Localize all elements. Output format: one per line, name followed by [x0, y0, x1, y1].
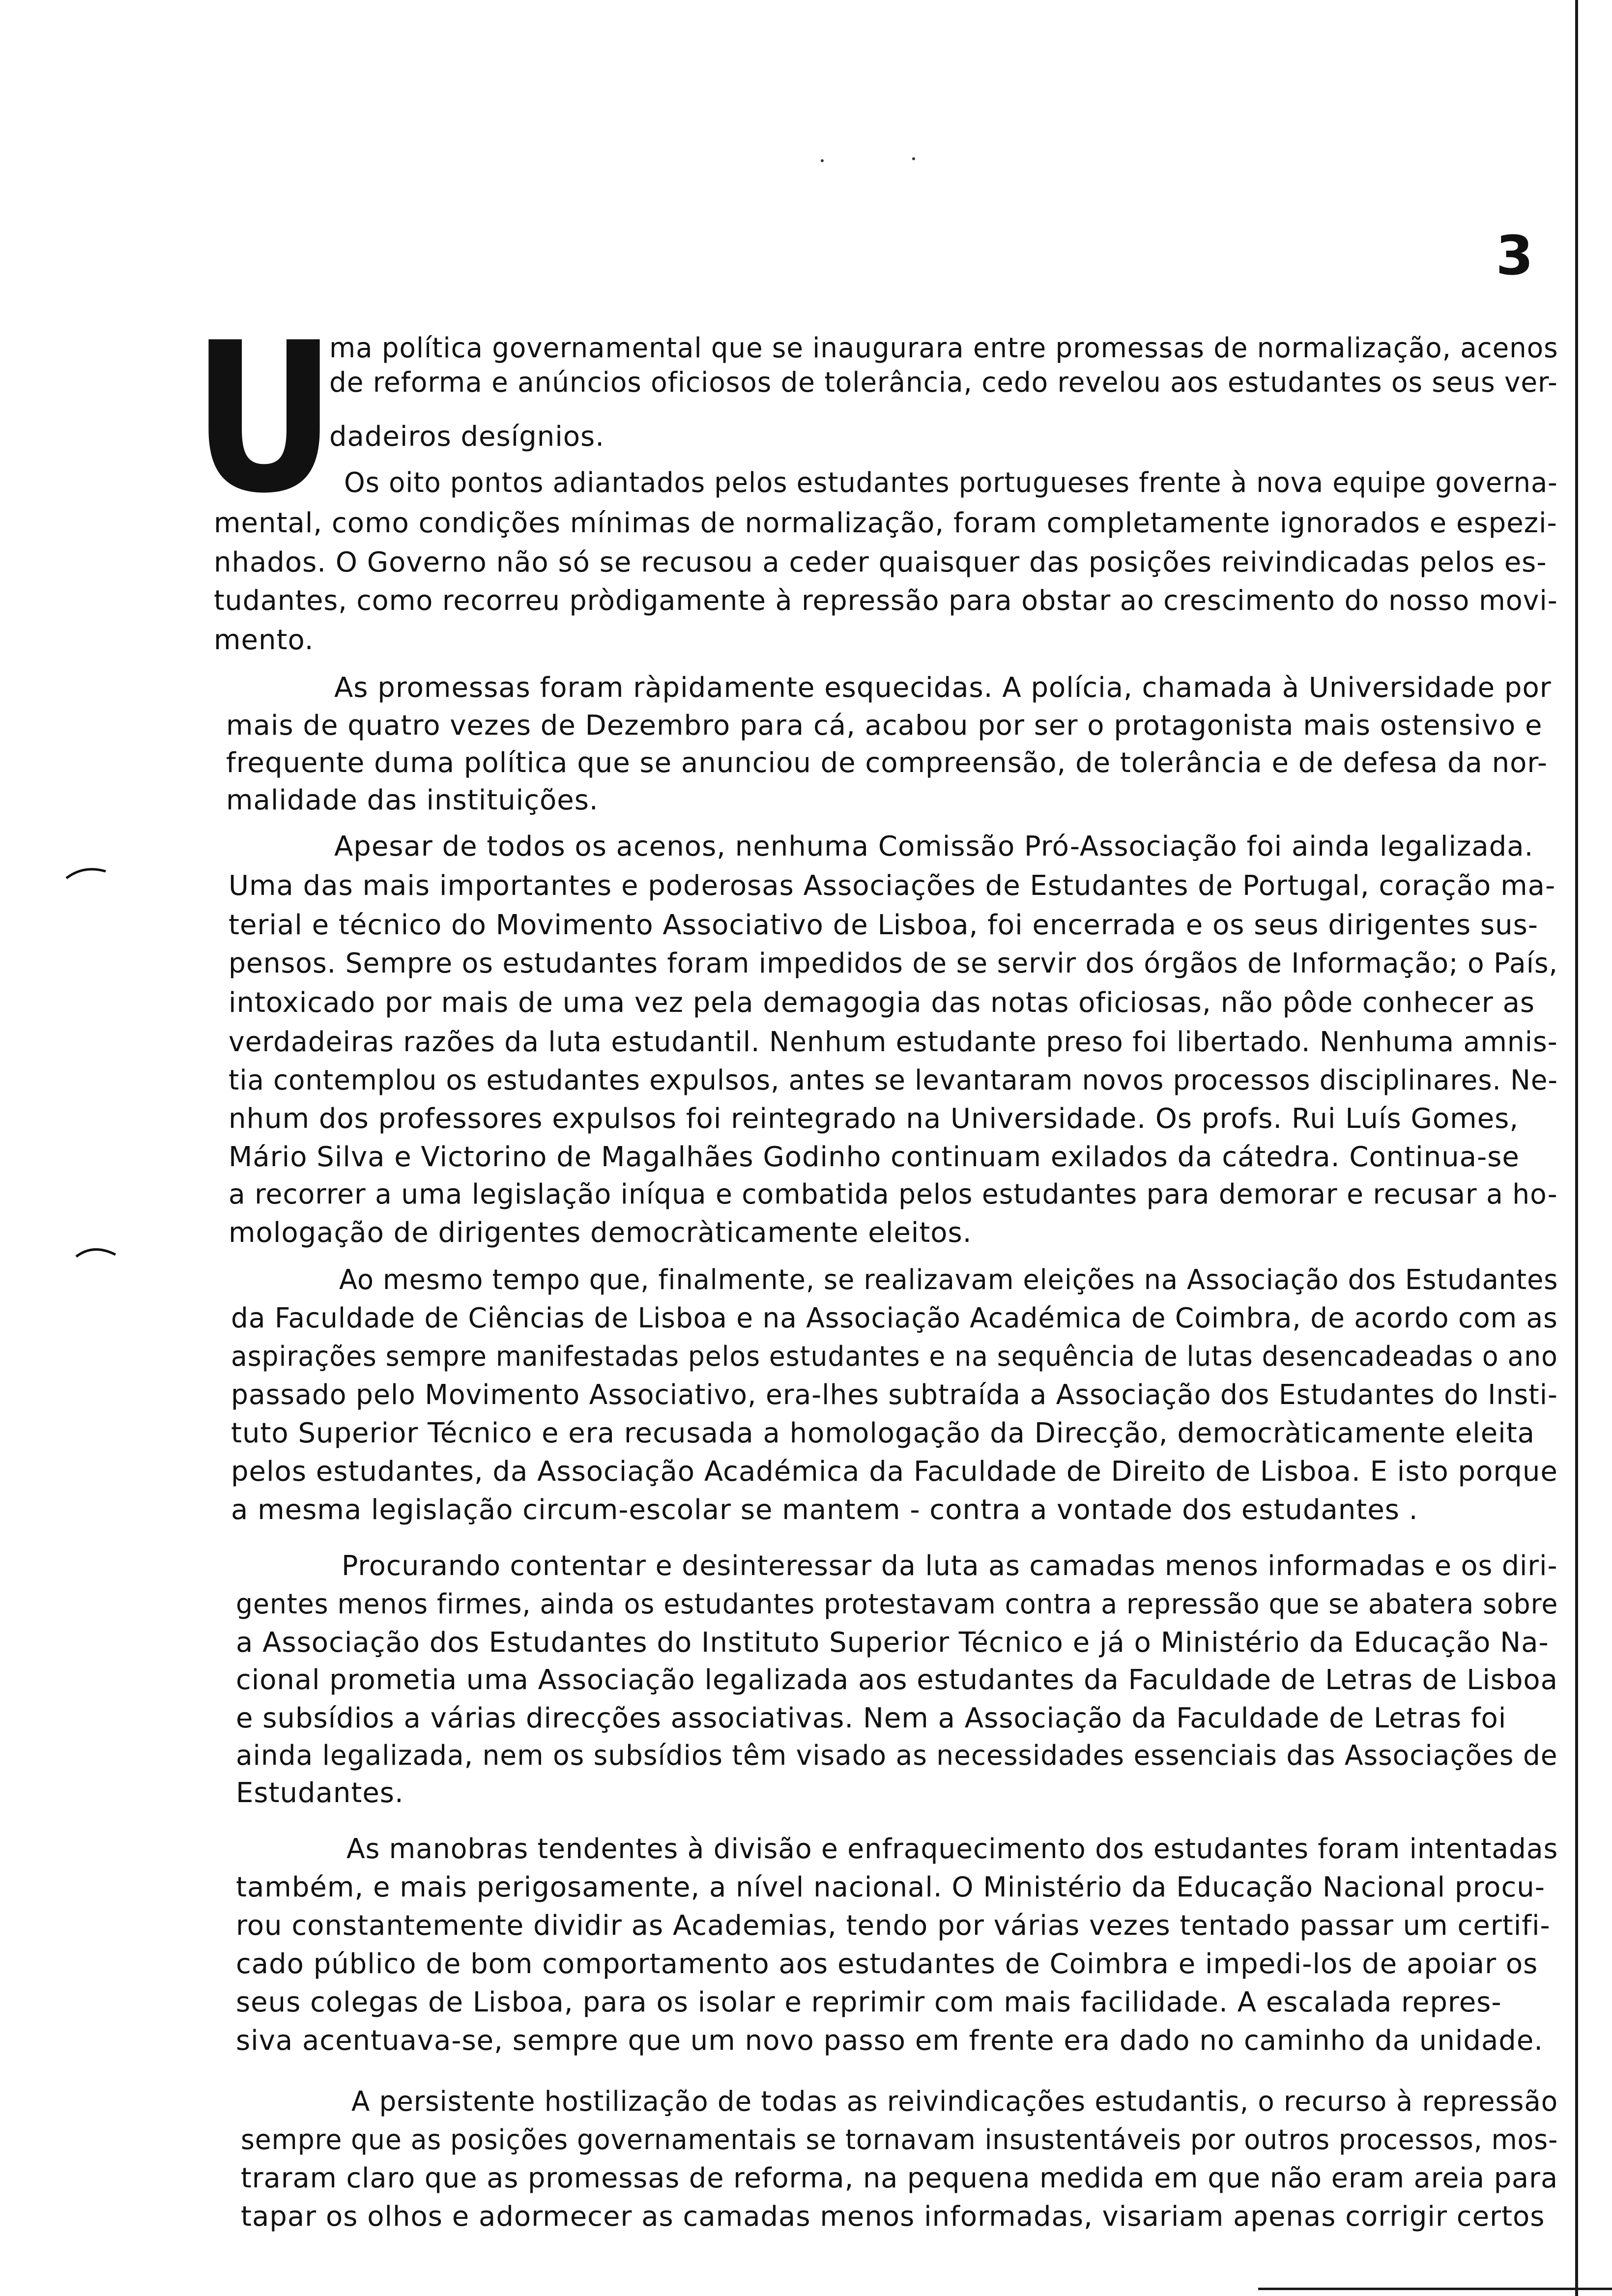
text-line: As manobras tendentes à divisão e enfraquecimento dos estudantes foram intentadas — [346, 1833, 1558, 1865]
text-line: aspirações sempre manifestadas pelos estudantes e na sequência de lutas desencadeadas o ano — [231, 1341, 1558, 1373]
text-line: A persistente hostilização de todas as reivindicações estudantis, o recurso à repressão — [351, 2086, 1558, 2118]
text-line: verdadeiras razões da luta estudantil. Nenhum estudante preso foi libertado. Nenhuma amnis- — [229, 1026, 1558, 1058]
text-line: nhum dos professores expulsos foi reintegrado na Universidade. Os profs. Rui Luís Gomes, — [229, 1103, 1519, 1135]
text-line: Estudantes. — [236, 1777, 404, 1809]
text-line: ma política governamental que se inaugurara entre promessas de normalização, acenos — [329, 332, 1558, 364]
text-line: mais de quatro vezes de Dezembro para cá, acabou por ser o protagonista mais ostensivo e — [226, 710, 1543, 742]
text-line: mologação de dirigentes democràticamente eleitos. — [229, 1217, 972, 1249]
text-line: rou constantemente dividir as Academias, tendo por várias vezes tentado passar um certifi- — [236, 1910, 1551, 1942]
text-line: tia contemplou os estudantes expulsos, antes se levantaram novos processos disciplinares. Ne- — [229, 1064, 1558, 1096]
text-line: pelos estudantes, da Associação Académica da Faculdade de Direito de Lisboa. E isto porque — [231, 1456, 1558, 1488]
text-line: da Faculdade de Ciências de Lisboa e na Associação Académica de Coimbra, de acordo com as — [231, 1302, 1558, 1334]
text-line: cional prometia uma Associação legalizada aos estudantes da Faculdade de Letras de Lisboa — [236, 1664, 1558, 1696]
text-line: mento. — [214, 624, 314, 656]
text-line: a mesma legislação circum-escolar se mantem - contra a vontade dos estudantes . — [231, 1494, 1418, 1526]
text-line: pensos. Sempre os estudantes foram impedidos de se servir dos órgãos de Informação; o País, — [229, 947, 1558, 979]
text-line: mental, como condições mínimas de normalização, foram completamente ignorados e espezi- — [214, 507, 1557, 539]
text-line: ainda legalizada, nem os subsídios têm visado as necessidades essenciais das Associações de — [236, 1740, 1558, 1772]
text-line: tapar os olhos e adormecer as camadas menos informadas, visariam apenas corrigir certos — [241, 2201, 1545, 2233]
text-line: intoxicado por mais de uma vez pela demagogia das notas oficiosas, não pôde conhecer as — [229, 987, 1535, 1019]
text-line: de reforma e anúncios oficiosos de tolerância, cedo revelou aos estudantes os seus ver- — [329, 367, 1558, 399]
text-line: terial e técnico do Movimento Associativo de Lisboa, foi encerrada e os seus dirigentes sus- — [229, 909, 1538, 941]
text-line: e subsídios a várias direcções associativas. Nem a Associação da Faculdade de Letras foi — [236, 1702, 1507, 1734]
text-line: nhados. O Governo não só se recusou a ceder quaisquer das posições reivindicadas pelos es- — [214, 546, 1547, 578]
text-line: Mário Silva e Victorino de Magalhães Godinho continuam exilados da cátedra. Continua-se — [229, 1141, 1520, 1173]
text-line: sempre que as posições governamentais se tornavam insustentáveis por outros processos, mos- — [241, 2124, 1558, 2156]
text-line: a Associação dos Estudantes do Instituto Superior Técnico e já o Ministério da Educação Na- — [236, 1627, 1549, 1659]
text-line: As promessas foram ràpidamente esquecidas. A polícia, chamada à Universidade por — [334, 672, 1552, 704]
drop-cap-glyph: U — [192, 298, 336, 539]
text-line: traram claro que as promessas de reforma, na pequena medida em que não eram areia para — [241, 2162, 1558, 2194]
text-line: Ao mesmo tempo que, finalmente, se realizavam eleições na Associação dos Estudantes — [339, 1264, 1558, 1296]
text-line: também, e mais perigosamente, a nível nacional. O Ministério da Educação Nacional procu- — [236, 1871, 1545, 1903]
page-number: 3 — [1496, 224, 1533, 287]
text-line: Os oito pontos adiantados pelos estudantes portugueses frente à nova equipe governa- — [344, 467, 1558, 499]
text-line: a recorrer a uma legislação iníqua e combatida pelos estudantes para demorar e recusar a ho- — [229, 1178, 1558, 1210]
text-line: Apesar de todos os acenos, nenhuma Comissão Pró-Associação foi ainda legalizada. — [334, 831, 1534, 862]
text-line: tuto Superior Técnico e era recusada a homologação da Direcção, democràticamente eleita — [231, 1417, 1535, 1449]
text-line: Uma das mais importantes e poderosas Associações de Estudantes de Portugal, coração ma- — [229, 870, 1556, 902]
text-line: dadeiros desígnios. — [329, 421, 605, 453]
text-line: seus colegas de Lisboa, para os isolar e reprimir com mais facilidade. A escalada repres- — [236, 1986, 1502, 2018]
text-line: cado público de bom comportamento aos estudantes de Coimbra e impedi-los de apoiar os — [236, 1948, 1538, 1980]
text-line: siva acentuava-se, sempre que um novo passo em frente era dado no caminho da unidade. — [236, 2025, 1544, 2057]
text-line: passado pelo Movimento Associativo, era-lhes subtraída a Associação dos Estudantes do Insti- — [231, 1379, 1558, 1411]
text-line: tudantes, como recorreu pròdigamente à repressão para obstar ao crescimento do nosso movi- — [214, 585, 1558, 617]
text-line: malidade das instituições. — [226, 784, 599, 816]
text-line: Procurando contentar e desinteressar da luta as camadas menos informadas e os diri- — [342, 1550, 1558, 1582]
text-line: frequente duma política que se anunciou de compreensão, de tolerância e de defesa da nor- — [226, 747, 1548, 779]
text-line: gentes menos firmes, ainda os estudantes protestavam contra a repressão que se abatera sobre — [236, 1588, 1558, 1620]
